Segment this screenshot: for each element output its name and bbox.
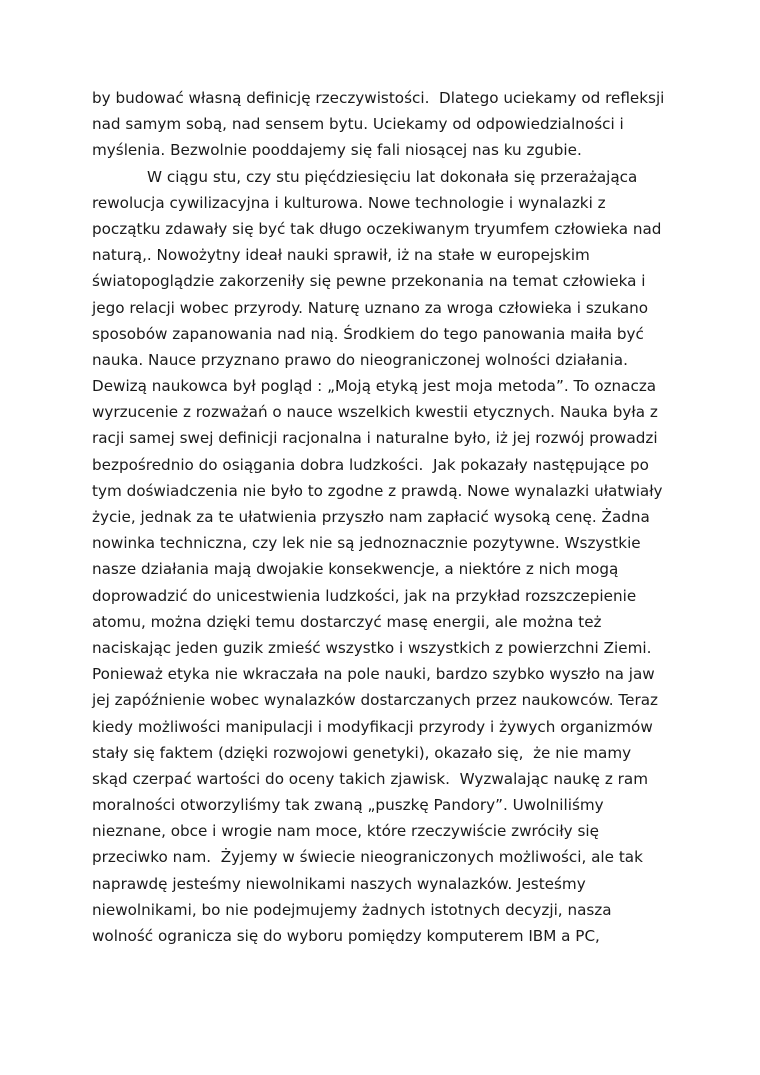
text-line: Ponieważ etyka nie wkraczała na pole nauki, bardzo szybko wyszło na jaw [92,665,655,684]
text-line: skąd czerpać wartości do oceny takich zjawisk. Wyzwalając naukę z ram [92,769,648,788]
text-line: moralności otworzyliśmy tak zwaną „puszkę Pandory”. Uwolniliśmy [92,796,604,815]
text-line: naprawdę jesteśmy niewolnikami naszych wynalazków. Jesteśmy [92,874,586,893]
text-line: myślenia. Bezwolnie pooddajemy się fali niosącej nas ku zgubie. [92,141,582,160]
text-line: rewolucja cywilizacyjna i kulturowa. Nowe technologie i wynalazki z [92,193,606,212]
text-line: nauka. Nauce przyznano prawo do nieograniczonej wolności działania. [92,350,628,369]
text-line: nasze działania mają dwojakie konsekwencje, a niektóre z nich mogą [92,560,619,579]
text-line: stały się faktem (dzięki rozwojowi genetyki), okazało się, że nie mamy [92,743,632,762]
text-line: bezpośrednio do osiągania dobra ludzkości. Jak pokazały następujące po [92,455,649,474]
text-line: nieznane, obce i wrogie nam moce, które rzeczywiście zwróciły się [92,822,599,841]
text-line: by budować własną definicję rzeczywistości. Dlatego uciekamy od refleksji [92,89,665,107]
text-line: wolność ogranicza się do wyboru pomiędzy komputerem IBM a PC, [92,927,600,945]
text-line: przeciwko nam. Żyjemy w świecie nieograniczonych możliwości, ale tak [92,848,643,867]
text-line: jej zapóźnienie wobec wynalazków dostarczanych przez naukowców. Teraz [92,691,658,710]
text-line: doprowadzić do unicestwienia ludzkości, jak na przykład rozszczepienie [92,586,637,605]
text-line: naciskając jeden guzik zmieść wszystko i wszystkich z powierzchni Ziemi. [92,638,652,657]
text-line: jego relacji wobec przyrody. Naturę uznano za wroga człowieka i szukano [92,298,649,317]
text-line: nowinka techniczna, czy lek nie są jednoznacznie pozytywne. Wszystkie [92,534,641,553]
text-line: niewolnikami, bo nie podejmujemy żadnych istotnych decyzji, nasza [92,900,612,919]
text-line: naturą,. Nowożytny ideał nauki sprawił, iż na stałe w europejskim [92,246,590,265]
text-line: nad samym sobą, nad sensem bytu. Uciekamy od odpowiedzialności i [92,115,624,134]
text-line: wyrzucenie z rozważań o nauce wszelkich kwestii etycznych. Nauka była z [92,403,658,422]
text-line: tym doświadczenia nie było to zgodne z prawdą. Nowe wynalazki ułatwiały [92,481,663,500]
text-line: początku zdawały się być tak długo oczekiwanym tryumfem człowieka nad [92,219,662,238]
body-text [92,85,682,949]
text-line: światopoglądzie zakorzeniły się pewne przekonania na temat człowieka i [92,272,646,291]
text-line: kiedy możliwości manipulacji i modyfikacji przyrody i żywych organizmów [92,717,653,736]
text-line: racji samej swej definicji racjonalna i naturalne było, iż jej rozwój prowadzi [92,429,658,448]
text-line: Dewizą naukowca był pogląd : „Moją etyką jest moja metoda”. To oznacza [92,377,657,396]
text-line: życie, jednak za te ułatwienia przyszło nam zapłacić wysoką cenę. Żadna [92,508,650,526]
paragraph-first-line: W ciągu stu, czy stu pięćdziesięciu lat dokonała się przerażająca [147,167,638,186]
text-line: atomu, można dzięki temu dostarczyć masę energii, ale można też [92,612,602,631]
text-line: sposobów zapanowania nad nią. Środkiem do tego panowania maiła być [92,324,644,343]
